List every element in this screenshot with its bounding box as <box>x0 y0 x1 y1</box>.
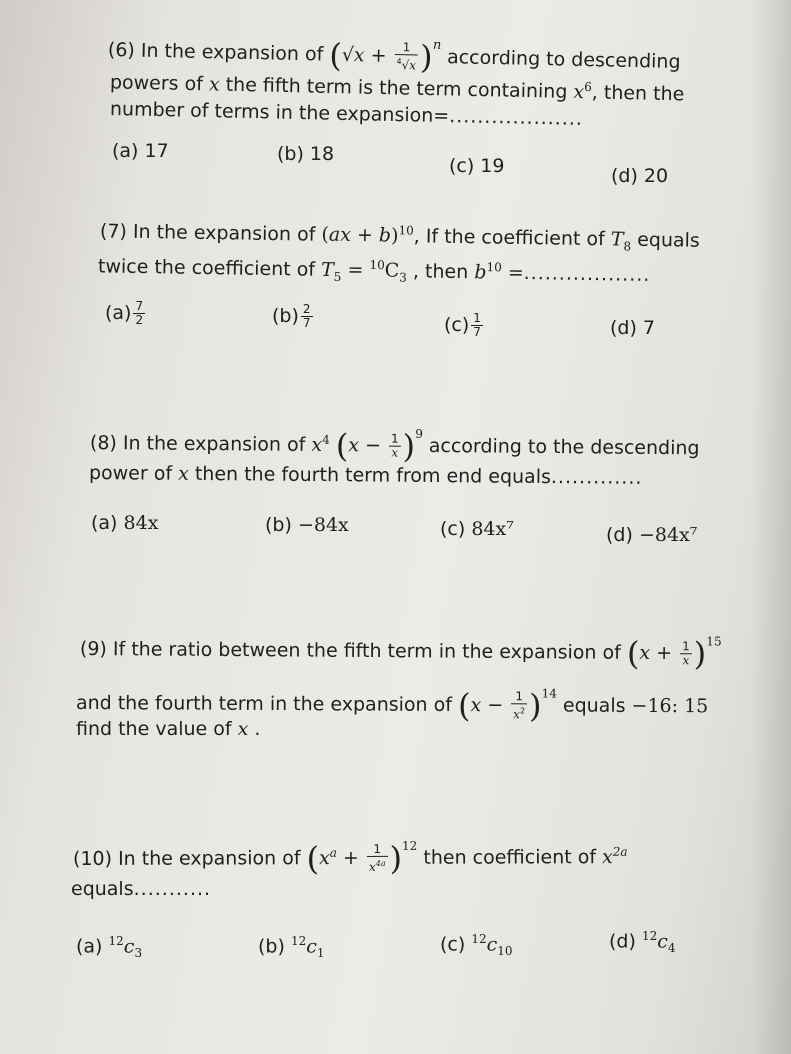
q8-option-d[interactable]: (d) −84x⁷ <box>606 524 698 546</box>
q10-option-d[interactable]: (d) $^{12}c_4$ <box>609 929 676 956</box>
q8-option-b[interactable]: (b) −84x <box>265 514 349 536</box>
q8-option-a[interactable]: (a) 84x <box>91 512 159 534</box>
q6-line3: number of terms in the expansion=................... <box>109 98 584 130</box>
q10-line1: (10) In the expansion of ($x^a$ + $\frac{1}{x^{4a}}$ )$^{12}$ then coefficient of $x^{2a}$ <box>72 838 628 878</box>
q10-option-c[interactable]: (c) $^{12}c_{10}$ <box>440 932 513 959</box>
q6-option-c[interactable]: (c) 19 <box>449 155 505 177</box>
q7-line1: (7) In the expansion of (ax + b)$^{10}$, If the coefficient of $T_8$ equals <box>99 220 700 254</box>
q6-expression: (√x + $\frac{1}{^4√x}$ )$^n$ <box>328 36 442 77</box>
q8-line1: (8) In the expansion of $x^4$ (x − $\frac{1}{x}$ )$^9$ according to the descending <box>89 426 700 466</box>
q7-option-c[interactable]: (c) $\frac{1}{7}$ <box>444 311 481 339</box>
q10-option-b[interactable]: (b) $^{12}c_1$ <box>258 934 325 961</box>
q8-option-c[interactable]: (c) 84x⁷ <box>440 518 514 540</box>
q6-option-d[interactable]: (d) 20 <box>611 165 669 187</box>
q10-line2: equals........... <box>71 878 212 900</box>
q6-line2: powers of x the fifth term is the term containing $x^6$, then the <box>109 71 685 106</box>
q8-line2: power of x then the fourth term from end equals............. <box>88 462 643 489</box>
q7-option-d[interactable]: (d) 7 <box>610 317 656 339</box>
q10-option-a[interactable]: (a) $^{12}c_3$ <box>76 934 143 961</box>
q9-line3: find the value of x . <box>76 718 261 740</box>
q9-line1: (9) If the ratio between the fifth term in the expansion of (x + $\frac{1}{x}$ )$^{15}$ <box>79 634 722 673</box>
q9-line2: and the fourth term in the expansion of (x − $\frac{1}{x^2}$ )$^{14}$ equals −16: 15 <box>75 686 709 725</box>
page-binding-shadow <box>751 0 791 1054</box>
q6-intro: (6) In the expansion of <box>107 39 324 66</box>
q7-option-b[interactable]: (b) $\frac{2}{7}$ <box>272 302 311 330</box>
q7-option-a[interactable]: (a) $\frac{7}{2}$ <box>105 299 144 327</box>
q7-line2: twice the coefficient of $T_5 = ^{10}C_3$ , then $b^{10}$ =.................. <box>97 255 651 287</box>
q6-option-b[interactable]: (b) 18 <box>277 143 335 165</box>
q6-option-a[interactable]: (a) 17 <box>112 140 169 162</box>
q6-line1-tail: according to descending <box>446 46 681 73</box>
